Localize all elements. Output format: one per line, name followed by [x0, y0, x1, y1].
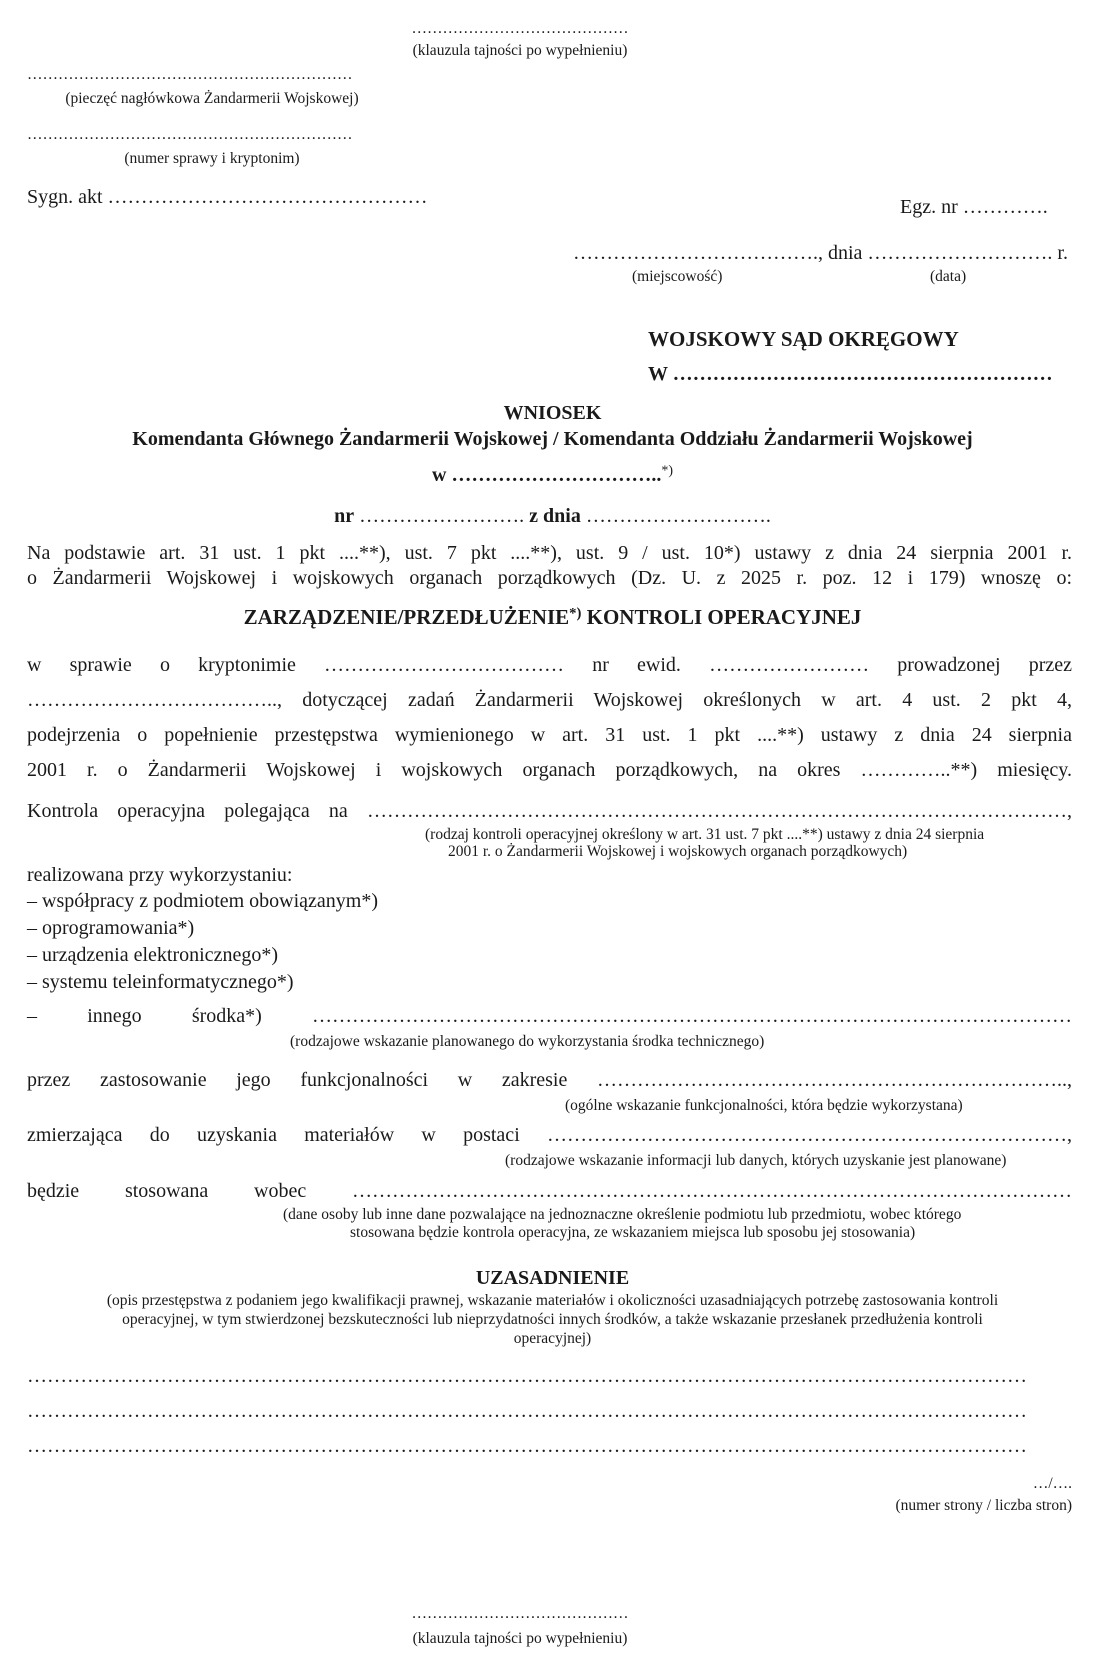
- control-type-note1: (rodzaj kontroli operacyjnej określony w art. 31 ust. 7 pkt ....**) ustawy z dnia 24 sierpnia: [425, 826, 985, 843]
- justification-note1: (opis przestępstwa z podaniem jego kwalifikacji prawnej, wskazanie materiałów i okoliczności uzasadniających potrzebę zastosowania kontroli: [106, 1292, 999, 1309]
- realized-intro: realizowana przy wykorzystaniu:: [27, 864, 293, 886]
- top-clause-dots: ……………………………………: [411, 20, 629, 37]
- means-item[interactable]: – urządzenia elektronicznego*): [27, 944, 278, 966]
- means-item[interactable]: – współpracy z podmiotem obowiązanym*): [27, 890, 379, 912]
- place-date-line[interactable]: ………………………………., dnia ………………………. r.: [573, 242, 1068, 264]
- matter-line4[interactable]: 2001 r. o Żandarmerii Wojskowej i wojskowych organach porządkowych, na okres …………..**) miesięcy.: [27, 759, 1072, 781]
- justification-note2: operacyjnej, w tym stwierdzonej bezskuteczności lub nieprzydatności innych środków, a także wskazanie przesłanek przedłużenia kontroli: [122, 1311, 983, 1328]
- legal-basis-line1: Na podstawie art. 31 ust. 1 pkt ....**), ust. 7 pkt ....**), ust. 9 / ust. 10*) ustawy z dnia 24 sierpnia 2001 r.: [27, 542, 1072, 564]
- request-location-line[interactable]: [0, 464, 1105, 487]
- functionality-note: (ogólne wskazanie funkcjonalności, która będzie wykorzystana): [565, 1097, 963, 1114]
- target-note1: (dane osoby lub inne dane pozwalające na jednoznaczne określenie podmiotu lub przedmiotu, wobec którego: [283, 1206, 962, 1223]
- footnote-marker: *): [661, 463, 674, 479]
- date-label: (data): [930, 268, 967, 285]
- justification-line[interactable]: ……………………………………………………………………………………………………………………………………: [27, 1435, 1027, 1457]
- means-item[interactable]: – systemu teleinformatycznego*): [27, 971, 294, 993]
- signature-line[interactable]: Sygn. akt …………………………………………: [27, 186, 428, 208]
- court-title: WOJSKOWY SĄD OKRĘGOWY: [648, 327, 959, 351]
- subject-heading: [0, 605, 1105, 630]
- request-number-line: [0, 505, 1105, 528]
- court-location-line[interactable]: W …………………………………………………: [648, 363, 1053, 385]
- matter-line1[interactable]: w sprawie o kryptonimie ……………………………… nr ewid. …………………… prowadzonej przez: [27, 654, 1072, 676]
- justification-note3: operacyjnej): [513, 1330, 592, 1347]
- subject-footnote: *): [569, 605, 582, 622]
- materials-note: (rodzajowe wskazanie informacji lub danych, których uzyskanie jest planowane): [505, 1152, 1007, 1169]
- case-number-label: (numer sprawy i kryptonim): [124, 150, 300, 167]
- stamp-field[interactable]: ………………………………………………………: [27, 66, 353, 83]
- z-dnia-label: z dnia: [529, 505, 581, 527]
- bottom-clause-dots: ……………………………………: [411, 1605, 629, 1622]
- place-label: (miejscowość): [632, 268, 723, 285]
- justification-title: UZASADNIENIE: [475, 1267, 630, 1289]
- justification-line[interactable]: ……………………………………………………………………………………………………………………………………: [27, 1400, 1027, 1422]
- legal-basis-line2: o Żandarmerii Wojskowej i wojskowych organach porządkowych (Dz. U. z 2025 r. poz. 12 i 179) wnoszę o:: [27, 567, 1072, 589]
- matter-line3[interactable]: podejrzenia o popełnienie przestępstwa wymienionego w art. 31 ust. 1 pkt ....**) ustawy z dnia 24 sierpnia: [27, 724, 1072, 746]
- request-location-text: w …………………………..: [431, 464, 662, 486]
- stamp-label: (pieczęć nagłówkowa Żandarmerii Wojskowej): [65, 90, 359, 107]
- subject-text2: KONTROLI OPERACYJNEJ: [586, 605, 862, 629]
- page-number-label: (numer strony / liczba stron): [895, 1497, 1072, 1514]
- request-authority: Komendanta Głównego Żandarmerii Wojskowej / Komendanta Oddziału Żandarmerii Wojskowej: [132, 428, 973, 450]
- copy-number[interactable]: Egz. nr ………….: [900, 196, 1048, 218]
- nr-label: nr: [334, 505, 355, 527]
- nr-field[interactable]: …………………….: [359, 505, 525, 527]
- page-number-field[interactable]: …/….: [1032, 1475, 1072, 1492]
- matter-line2[interactable]: ……………………………….., dotyczącej zadań Żandarmerii Wojskowej określonych w art. 4 ust. 2 pkt 4,: [27, 689, 1072, 711]
- materials-line[interactable]: zmierzająca do uzyskania materiałów w postaci ……………………………………………………………………,: [27, 1124, 1072, 1146]
- functionality-line[interactable]: przez zastosowanie jego funkcjonalności w zakresie ……………………………………………………………..,: [27, 1069, 1072, 1091]
- means-item[interactable]: – oprogramowania*): [27, 917, 195, 939]
- bottom-clause-label: (klauzula tajności po wypełnieniu): [412, 1630, 628, 1647]
- target-note2: stosowana będzie kontrola operacyjna, ze wskazaniem miejsca lub sposobu jej stosowania): [350, 1224, 916, 1241]
- control-type-line[interactable]: Kontrola operacyjna polegająca na ……………………………………………………………………………………………,: [27, 800, 1072, 822]
- justification-line[interactable]: ……………………………………………………………………………………………………………………………………: [27, 1365, 1027, 1387]
- case-number-field[interactable]: ………………………………………………………: [27, 126, 353, 143]
- z-dnia-field[interactable]: ……………………….: [585, 505, 771, 527]
- means-item-other[interactable]: – innego środka*) ……………………………………………………………………………………………………: [27, 1005, 1072, 1027]
- means-note: (rodzajowe wskazanie planowanego do wykorzystania środka technicznego): [290, 1033, 765, 1050]
- subject-text: ZARZĄDZENIE/PRZEDŁUŻENIE: [243, 605, 570, 629]
- control-type-note2: 2001 r. o Żandarmerii Wojskowej i wojskowych organach porządkowych): [448, 843, 908, 860]
- request-title: WNIOSEK: [503, 402, 602, 424]
- target-line[interactable]: będzie stosowana wobec ………………………………………………………………………………………………: [27, 1180, 1072, 1202]
- top-clause-label: (klauzula tajności po wypełnieniu): [412, 42, 628, 59]
